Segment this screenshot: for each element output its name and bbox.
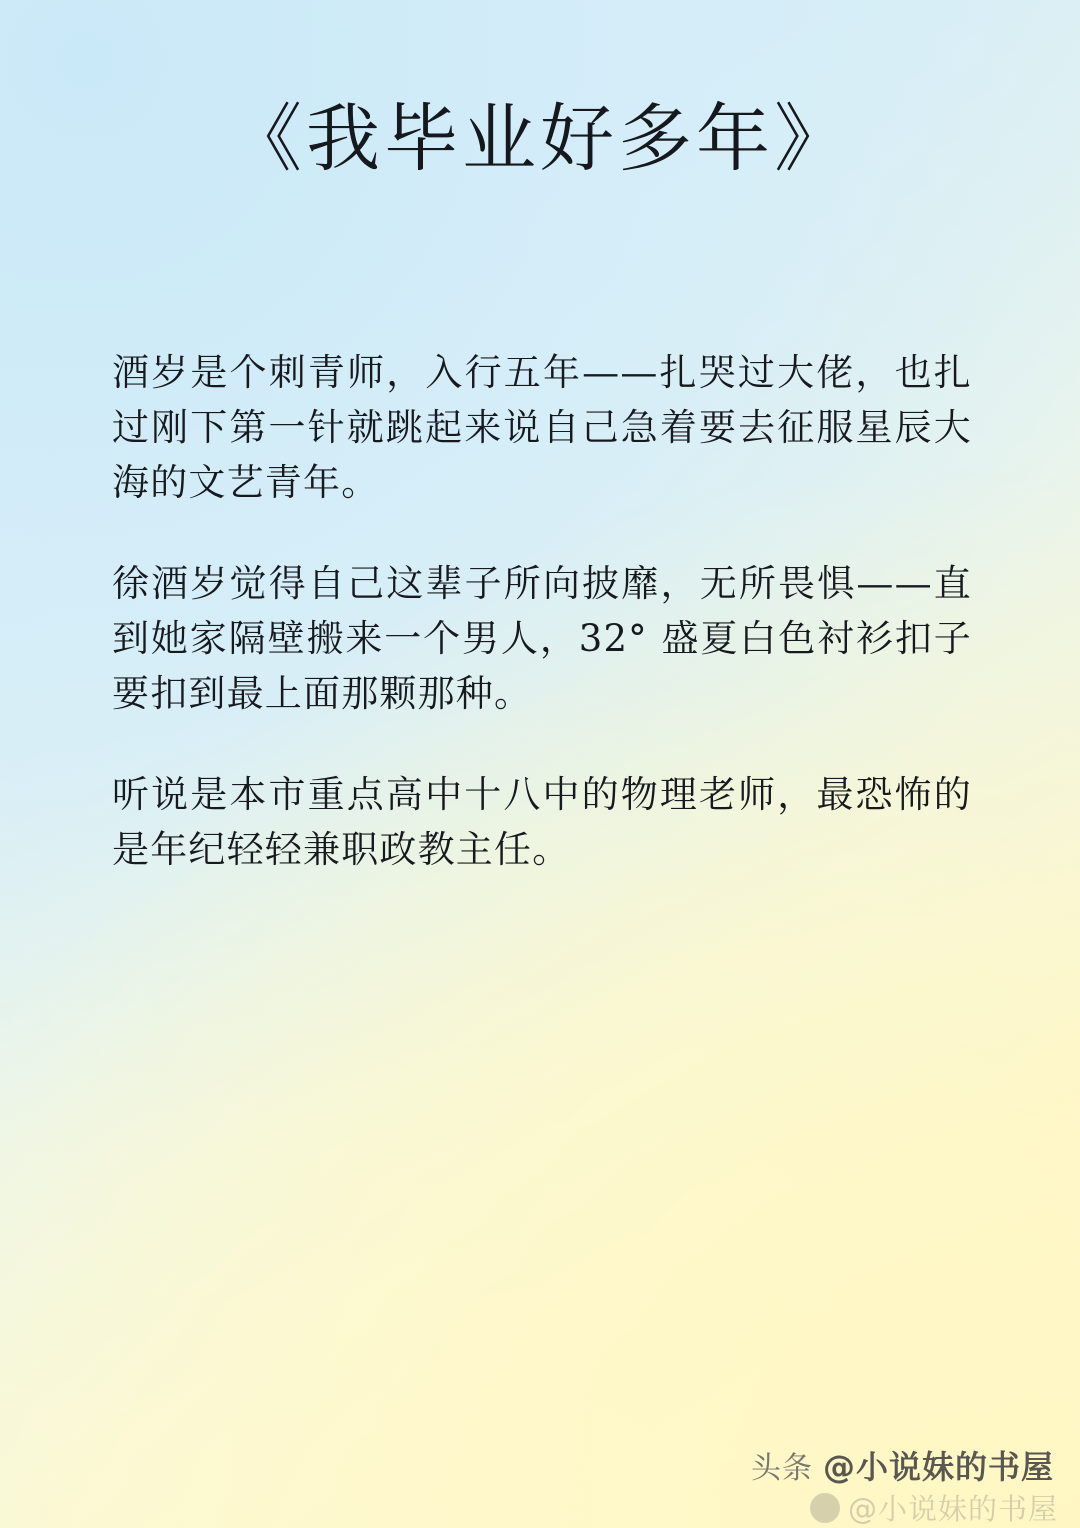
paragraph: 酒岁是个刺青师，入行五年——扎哭过大佬，也扎过刚下第一针就跳起来说自己急着要去征服星辰大海的文艺青年。 — [112, 351, 972, 504]
watermark-handle: @小说妹的书屋 — [822, 1448, 1054, 1486]
watermark-ghost-handle: @小说妹的书屋 — [847, 1492, 1058, 1526]
avatar-icon — [810, 1493, 840, 1523]
watermark-ghost — [810, 1487, 1058, 1528]
page-title: 《我毕业好多年》 — [228, 96, 852, 182]
paragraph: 徐酒岁觉得自己这辈子所向披靡，无所畏惧——直到她家隔壁搬来一个男人，32° 盛夏白色衬衫扣子要扣到最上面那颗那种。 — [112, 562, 972, 715]
watermark-brand: 头条 — [750, 1451, 813, 1486]
paragraph: 听说是本市重点高中十八中的物理老师，最恐怖的是年纪轻轻兼职政教主任。 — [112, 773, 972, 871]
body-text — [112, 345, 972, 877]
watermark — [751, 1442, 1054, 1488]
